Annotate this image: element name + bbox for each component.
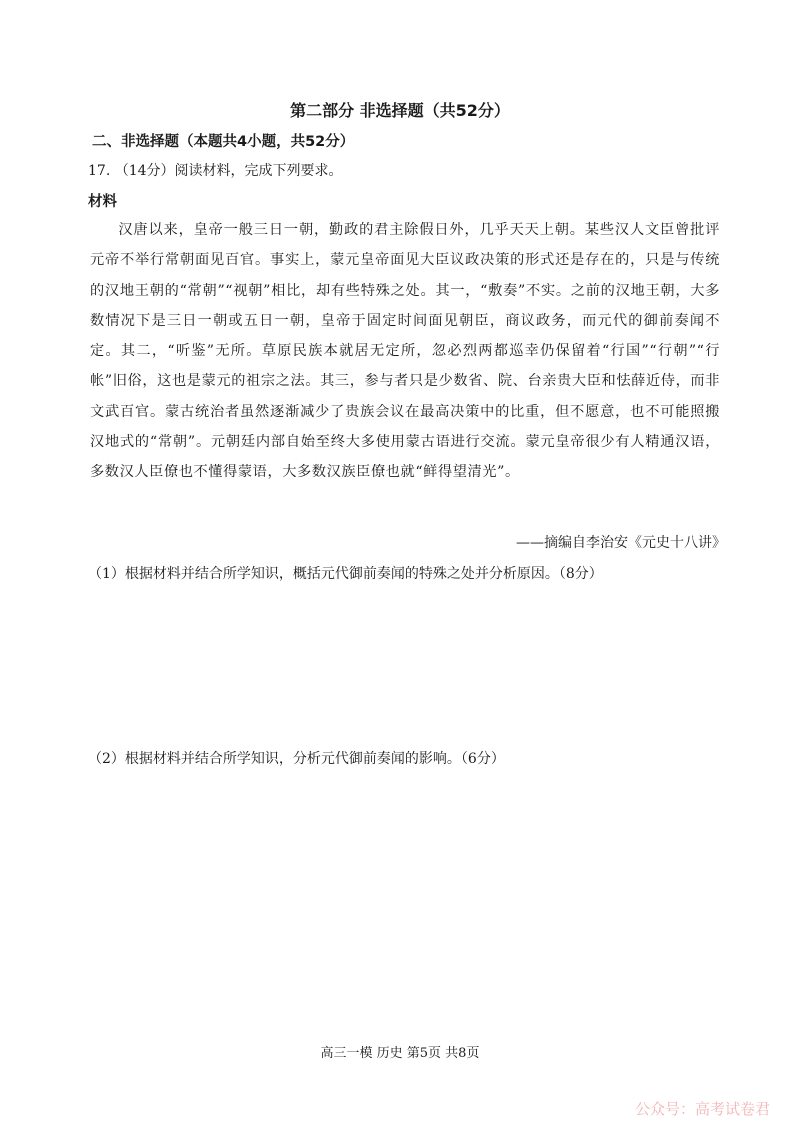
sub-question-2: （2）根据材料并结合所学知识，分析元代御前奏闻的影响。（6分） (88, 751, 505, 767)
question-intro: 17. （14分）阅读材料，完成下列要求。 (88, 163, 343, 179)
watermark: 公众号：高考试卷君 (635, 1100, 771, 1118)
material-label: 材料 (88, 194, 117, 210)
material-source: ——摘编自李治安《元史十八讲》 (516, 535, 726, 551)
part-title: 第二部分 非选择题（共52分） (290, 101, 510, 120)
section-title: 二、非选择题（本题共4小题，共52分） (92, 134, 355, 150)
sub-question-1: （1）根据材料并结合所学知识，概括元代御前奏闻的特殊之处并分析原因。（8分） (88, 566, 603, 582)
material-passage: 汉唐以来，皇帝一般三日一朝，勤政的君主除假日外，几乎天天上朝。某些汉人文臣曾批评元帝不举行常朝面见百官。事实上，蒙元皇帝面见大臣议政决策的形式还是存在的，只是与传统的汉地王朝的“常朝”“视朝”相比，却有些特殊之处。其一，“敷奏”不实。之前的汉地王朝，大多数情况下是三日一朝或五日一朝，皇帝于固定时间面见朝臣，商议政务，而元代的御前奏闻不定。其二，“听鉴”无所。草原民族本就居无定所，忽必烈两都巡幸仍保留着“行国”“行朝”“行帐”旧俗，这也是蒙元的祖宗之法。其三，参与者只是少数省、院、台亲贵大臣和怯薛近侍，而非文武百官。蒙古统治者虽然逐渐减少了贵族会议在最高决策中的比重，但不愿意，也不可能照搬汉地式的“常朝”。元朝廷内部自始至终大多使用蒙古语进行交流。蒙元皇帝很少有人精通汉语，多数汉人臣僚也不懂得蒙语，大多数汉族臣僚也就“鲜得望清光”。 (90, 222, 720, 481)
page-footer: 高三一模 历史 第5页 共8页 (320, 1046, 480, 1061)
